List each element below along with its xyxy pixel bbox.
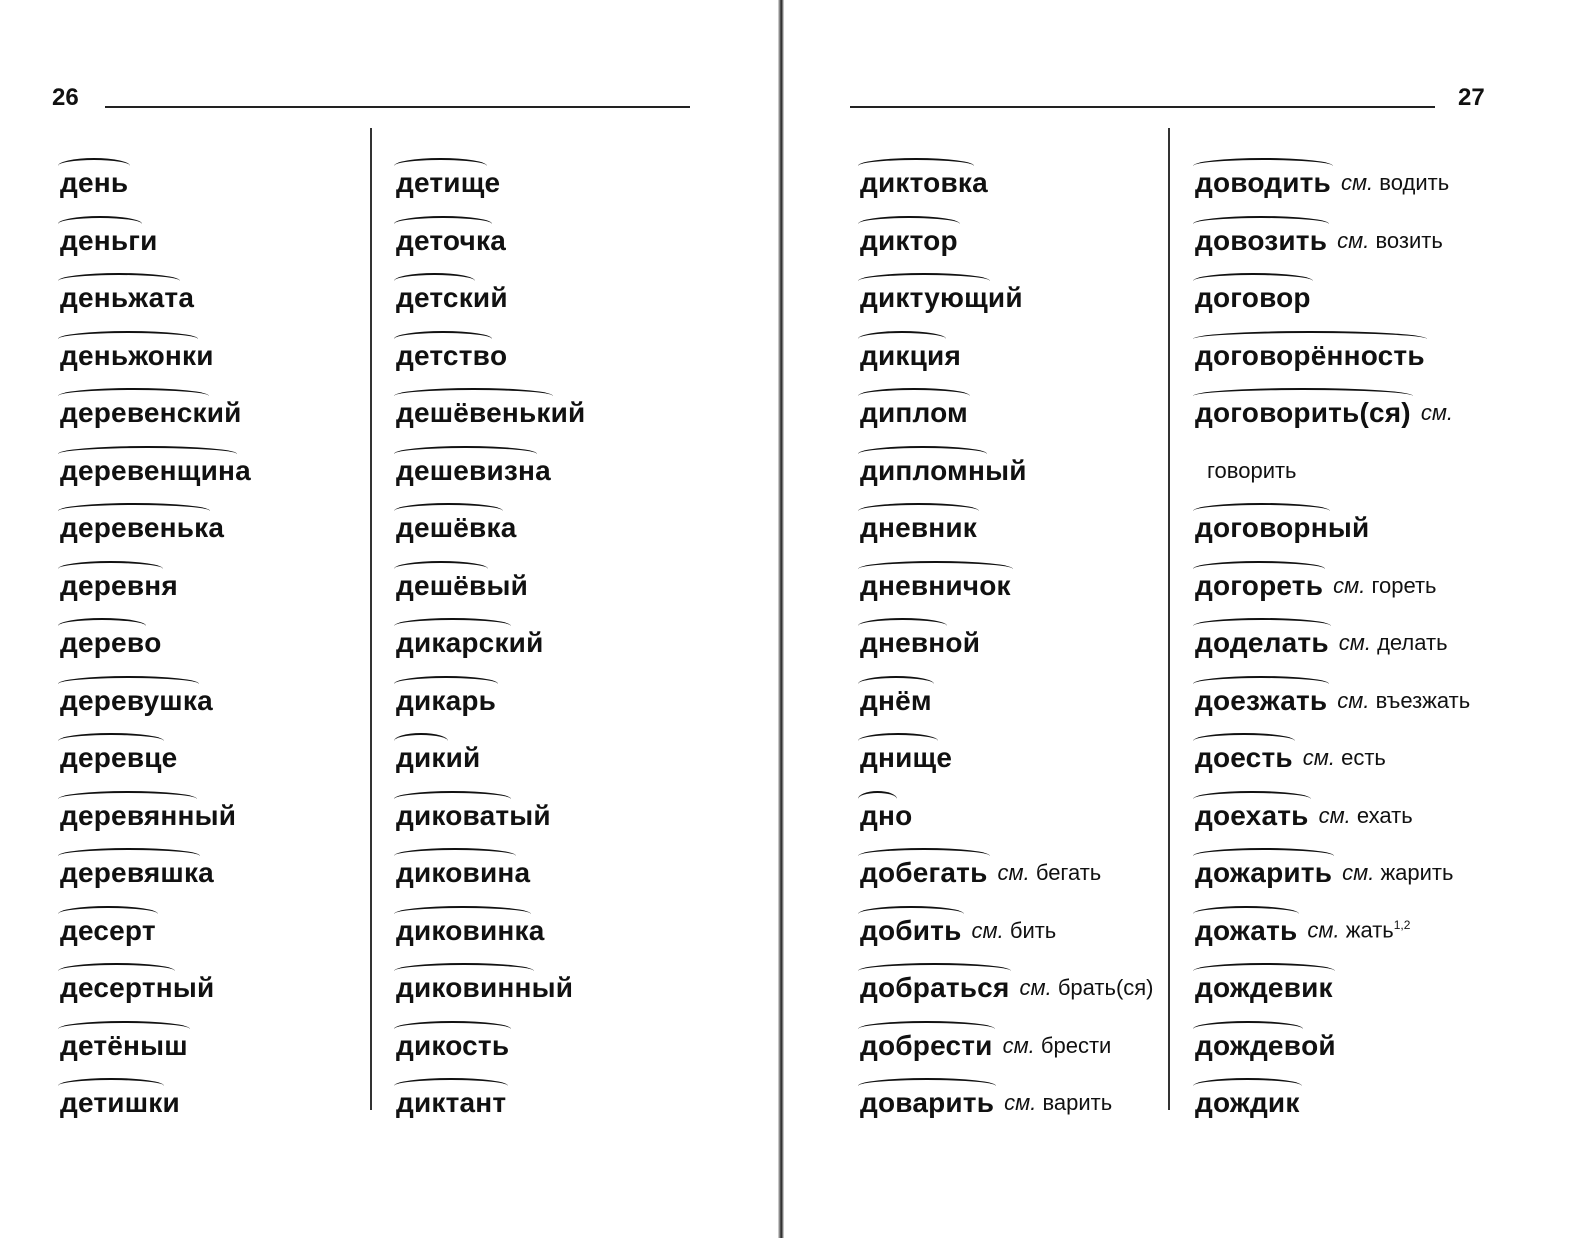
dictionary-entry (396, 610, 544, 660)
entry-stem: договорить(ся) (1195, 397, 1411, 428)
cross-reference-note (1207, 454, 1297, 488)
dictionary-entry (860, 668, 932, 718)
dictionary-entry (1195, 898, 1410, 948)
entry-ending-box: ый (509, 799, 551, 831)
dictionary-entry (60, 438, 251, 488)
left-page (0, 0, 780, 1238)
entry-stem: договорн (1195, 512, 1328, 543)
entry-ending-box: ый (486, 569, 528, 601)
reference-word: водить (1379, 170, 1450, 195)
dictionary-entry (396, 150, 500, 200)
entry-stem: день (60, 167, 129, 198)
entry-ending-box: ий (508, 627, 544, 658)
cross-reference-note (1004, 1086, 1112, 1120)
dictionary-entry (396, 265, 508, 315)
entry-word (396, 454, 535, 488)
entry-stem: деревушк (60, 684, 198, 716)
reference-word: жарить (1380, 860, 1454, 885)
entry-stem: дерев (60, 627, 145, 658)
entry-stem: дешёвк (396, 512, 501, 543)
entry-stem: деньжат (60, 282, 179, 313)
entry-stem: договор (1195, 282, 1311, 313)
dictionary-entry (396, 438, 551, 488)
entry-stem: дик (396, 742, 446, 773)
entry-word (60, 684, 197, 718)
reference-word: бить (1009, 917, 1057, 943)
entry-stem: дождевик (1195, 972, 1333, 1003)
cross-reference-note (1337, 684, 1470, 718)
dictionary-entry (60, 208, 158, 258)
see-abbreviation: см. (1420, 400, 1454, 425)
dictionary-entry (60, 610, 162, 660)
dictionary-entry (860, 840, 1101, 890)
entry-stem: дипломн (860, 454, 986, 486)
entry-stem: дешёвеньк (396, 397, 551, 428)
entry-stem: детищ (396, 167, 485, 198)
entry-word (60, 454, 235, 488)
entry-word (860, 281, 988, 315)
entry-word (396, 569, 486, 603)
dictionary-entry (396, 380, 585, 430)
entry-ending-box: ый (172, 972, 215, 1003)
entry-ending-box: ий (472, 282, 508, 313)
entry-stem: дождик (1195, 1087, 1300, 1118)
entry-stem: деревеньк (60, 512, 209, 543)
entry-ending-box: я (161, 569, 178, 601)
entry-ending-box: а (528, 914, 545, 946)
entry-word (860, 166, 972, 200)
entry-word (60, 856, 198, 890)
entry-stem: дождев (1195, 1029, 1302, 1061)
entry-ending-box: ий (550, 397, 586, 428)
entry-word (1195, 1029, 1301, 1063)
entry-stem: дневник (860, 512, 978, 543)
entry-ending-box: ый (985, 454, 1027, 486)
entry-ending-box: а (500, 512, 517, 543)
dictionary-entry (860, 898, 1056, 948)
reference-word: въезжать (1375, 687, 1471, 713)
entry-word (860, 914, 962, 948)
entry-word (396, 741, 446, 775)
entry-word (1195, 1086, 1300, 1120)
entry-word (60, 741, 162, 775)
dictionary-entry (1195, 380, 1453, 430)
entry-ending-box: а (972, 167, 988, 198)
cross-reference-note (998, 856, 1102, 890)
dictionary-entry (396, 495, 516, 545)
reference-word: делать (1377, 630, 1448, 655)
dictionary-entry (860, 1013, 1111, 1063)
entry-word (860, 741, 936, 775)
see-abbreviation: см. (1342, 860, 1375, 885)
entry-word (60, 914, 156, 948)
entry-stem: деньг (60, 224, 141, 256)
entry-word (1195, 511, 1328, 545)
entry-stem: доделать (1195, 627, 1329, 658)
entry-ending-box: а (178, 282, 195, 313)
cross-reference-note (1303, 741, 1386, 775)
entry-stem: договорённость (1195, 339, 1425, 371)
entry-word (860, 224, 958, 258)
book-spine (778, 0, 784, 1238)
reference-word: есть (1341, 745, 1386, 770)
entry-ending-box: ий (445, 742, 481, 773)
dictionary-entry (396, 323, 507, 373)
see-abbreviation: см. (1337, 227, 1370, 253)
dictionary-entry (60, 725, 177, 775)
dictionary-entry (1195, 265, 1311, 315)
entry-stem: детск (396, 282, 473, 313)
entry-ending-box: ий (987, 282, 1023, 313)
entry-word (1195, 281, 1311, 315)
dictionary-entry (860, 150, 988, 200)
entry-word (396, 1086, 506, 1120)
entry-stem: догореть (1195, 569, 1324, 601)
dictionary-entry (860, 265, 1023, 315)
entry-stem: деревенщин (60, 454, 236, 486)
entry-word (1195, 224, 1327, 258)
reference-word: брести (1040, 1032, 1112, 1058)
entry-word (1195, 684, 1327, 718)
entry-stem: дешевизн (396, 454, 536, 486)
reference-word: возить (1375, 227, 1443, 253)
reference-word: варить (1042, 1090, 1113, 1115)
entry-word (60, 511, 208, 545)
dictionary-entry (396, 725, 480, 775)
entry-ending-box: а (208, 512, 225, 543)
entry-ending-box: а (514, 857, 531, 888)
entry-word (860, 1029, 993, 1063)
dictionary-entry (860, 438, 1027, 488)
dictionary-entry (1195, 323, 1425, 373)
cross-reference-note (1003, 1029, 1112, 1063)
dictionary-entry (1195, 553, 1437, 603)
entry-word (860, 569, 1011, 603)
entry-word (396, 224, 490, 258)
see-abbreviation: см. (971, 917, 1004, 943)
dictionary-entry (396, 208, 506, 258)
dictionary-entry (60, 668, 213, 718)
entry-word (60, 569, 161, 603)
entry-stem: деревенск (60, 397, 207, 428)
entry-word (860, 339, 944, 373)
entry-word (860, 626, 945, 660)
dictionary-entry (1195, 955, 1333, 1005)
dictionary-entry (1195, 725, 1386, 775)
cross-reference-note (1421, 396, 1453, 430)
entry-word (396, 856, 514, 890)
entry-stem: довозить (1195, 224, 1328, 256)
entry-stem: деточк (396, 224, 491, 256)
dictionary-entry (60, 1013, 188, 1063)
dictionary-entry (860, 553, 1011, 603)
entry-stem: диковат (396, 799, 510, 831)
entry-stem: дешёв (396, 569, 487, 601)
entry-stem: добраться (860, 972, 1010, 1003)
see-abbreviation: см. (1333, 572, 1366, 598)
entry-word (860, 511, 977, 545)
entry-word (1195, 166, 1331, 200)
dictionary-entry (396, 783, 551, 833)
dictionary-entry (396, 955, 573, 1005)
entry-stem: диковинн (396, 972, 532, 1003)
entry-stem: детств (396, 339, 491, 371)
entry-ending-box: о (144, 627, 162, 658)
dictionary-entry (60, 783, 236, 833)
entry-ending-box: ый (1327, 512, 1370, 543)
entry-stem: дикарь (396, 684, 497, 716)
dictionary-entry (1195, 1070, 1300, 1120)
entry-ending-box: и (162, 1087, 180, 1118)
see-abbreviation: см. (1318, 802, 1351, 828)
entry-stem: деньжонк (60, 339, 197, 371)
entry-word (860, 454, 985, 488)
header-rule-right (850, 106, 1435, 108)
entry-stem: днём (860, 684, 932, 716)
entry-stem: диктовк (860, 167, 973, 198)
entry-word (396, 339, 490, 373)
dictionary-entry (860, 208, 958, 258)
entry-stem: добрести (860, 1029, 993, 1061)
entry-stem: десертн (60, 972, 173, 1003)
dictionary-entry (60, 495, 224, 545)
entry-word (1195, 339, 1425, 373)
entry-word (1195, 741, 1293, 775)
entry-ending-box: и (196, 339, 214, 371)
entry-word (396, 281, 473, 315)
reference-word: говорить (1207, 457, 1297, 483)
dictionary-entry (1195, 783, 1413, 833)
entry-word (860, 684, 932, 718)
entry-stem: диплом (860, 397, 968, 428)
entry-stem: дневничок (860, 569, 1011, 601)
see-abbreviation: см. (1002, 1032, 1035, 1058)
entry-stem: дикость (396, 1029, 510, 1061)
entry-stem: диковинк (396, 914, 529, 946)
see-abbreviation: см. (1302, 745, 1335, 770)
see-abbreviation: см. (1019, 975, 1052, 1000)
entry-stem: днищ (860, 742, 937, 773)
dictionary-entry (1195, 438, 1297, 488)
entry-stem: деревянн (60, 799, 195, 831)
dictionary-entry (60, 380, 242, 430)
entry-stem: дневн (860, 627, 946, 658)
reference-word: ехать (1356, 802, 1413, 828)
entry-stem: диктующ (860, 282, 988, 313)
dictionary-entry (396, 1013, 509, 1063)
entry-word (860, 396, 968, 430)
entry-stem: доесть (1195, 742, 1293, 773)
dictionary-entry (860, 1070, 1112, 1120)
reference-word: гореть (1371, 572, 1437, 598)
entry-word (1195, 971, 1333, 1005)
entry-stem: доварить (860, 1087, 995, 1118)
dictionary-entry (60, 898, 156, 948)
cross-reference-note (1339, 626, 1448, 660)
dictionary-entry (1195, 208, 1443, 258)
see-abbreviation: см. (997, 860, 1030, 885)
entry-word (60, 339, 196, 373)
dictionary-entry (60, 840, 214, 890)
entry-word (60, 799, 195, 833)
page-number-right: 27 (1458, 84, 1485, 111)
entry-stem: дикарск (396, 627, 509, 658)
entry-ending-box: ый (531, 972, 574, 1003)
entry-word (396, 914, 529, 948)
entry-word (396, 511, 501, 545)
entry-stem: доводить (1195, 167, 1331, 198)
entry-stem: доезжать (1195, 684, 1328, 716)
entry-stem: диктор (860, 224, 958, 256)
cross-reference-note (1019, 971, 1153, 1005)
dictionary-entry (60, 1070, 180, 1120)
dictionary-entry (60, 553, 178, 603)
dictionary-entry (860, 955, 1154, 1005)
entry-stem: деревн (60, 569, 162, 601)
entry-word (1195, 569, 1323, 603)
entry-word (1195, 799, 1309, 833)
entry-stem: диктант (396, 1087, 507, 1118)
entry-stem: диковин (396, 857, 515, 888)
dictionary-entry (860, 783, 912, 833)
entry-stem: детёныш (60, 1029, 188, 1061)
entry-ending-box: е (936, 742, 953, 773)
entry-ending-box: а (535, 454, 551, 486)
entry-word (396, 396, 551, 430)
entry-word (60, 281, 178, 315)
entry-ending-box: а (198, 857, 214, 888)
entry-ending-box: ий (206, 397, 242, 428)
entry-word (1195, 396, 1411, 430)
entry-word (60, 971, 173, 1005)
right-page (790, 0, 1591, 1238)
dictionary-entry (396, 898, 544, 948)
dictionary-entry (860, 725, 952, 775)
entry-ending-box: а (490, 224, 506, 256)
entry-word (60, 224, 140, 258)
entry-word (860, 971, 1009, 1005)
entry-word (60, 626, 144, 660)
dictionary-entry (60, 955, 214, 1005)
entry-word (396, 1029, 509, 1063)
cross-reference-note (1333, 569, 1436, 603)
entry-ending-box: ой (1301, 1029, 1336, 1061)
entry-ending-box: ой (945, 627, 981, 658)
dictionary-entry (860, 323, 961, 373)
cross-reference-note (972, 914, 1057, 948)
cross-reference-note (1341, 166, 1449, 200)
cross-reference-note (1337, 224, 1443, 258)
entry-word (396, 166, 485, 200)
entry-stem: десерт (60, 914, 156, 946)
reference-word: брать(ся) (1057, 975, 1154, 1000)
entry-word (860, 856, 988, 890)
entry-word (60, 1086, 162, 1120)
entry-word (1195, 626, 1329, 660)
entry-ending-box: я (944, 339, 961, 371)
page-number-left: 26 (52, 84, 79, 111)
dictionary-entry (1195, 495, 1369, 545)
dictionary-entry (396, 668, 496, 718)
dictionary-entry (1195, 150, 1449, 200)
entry-stem: деревц (60, 742, 162, 773)
see-abbreviation: см. (1004, 1090, 1037, 1115)
dictionary-entry (396, 840, 530, 890)
entry-stem: дожарить (1195, 857, 1333, 888)
header-rule-left (105, 106, 690, 108)
entry-stem: дикци (860, 339, 945, 371)
reference-word: бегать (1035, 860, 1102, 885)
see-abbreviation: см. (1307, 917, 1340, 943)
entry-ending-box: о (490, 339, 508, 371)
reference-superscript: 1,2 (1393, 918, 1411, 933)
column-divider-left (370, 128, 372, 1110)
entry-stem: дн (860, 799, 896, 831)
entry-word (60, 1029, 188, 1063)
entry-word (60, 166, 128, 200)
entry-word (396, 799, 509, 833)
dictionary-entry (1195, 668, 1470, 718)
cross-reference-note (1307, 908, 1410, 947)
see-abbreviation: см. (1338, 630, 1371, 655)
entry-word (1195, 914, 1297, 948)
entry-word (396, 684, 496, 718)
reference-word: жать (1345, 917, 1394, 943)
entry-ending-box: е (484, 167, 501, 198)
entry-stem: деревяшк (60, 857, 199, 888)
column-divider-right (1168, 128, 1170, 1110)
entry-word (860, 1086, 994, 1120)
dictionary-entry (396, 1070, 506, 1120)
entry-ending-box: о (895, 799, 913, 831)
dictionary-entry (860, 380, 968, 430)
entry-ending-box: а (197, 684, 213, 716)
entry-stem: добить (860, 914, 962, 946)
entry-ending-box: ый (194, 799, 237, 831)
entry-ending-box: а (235, 454, 251, 486)
entry-stem: дожать (1195, 914, 1298, 946)
entry-word (396, 626, 509, 660)
entry-stem: детишк (60, 1087, 163, 1118)
dictionary-entry (1195, 1013, 1336, 1063)
entry-word (860, 799, 895, 833)
entry-word (396, 971, 532, 1005)
entry-ending-box: е (161, 742, 178, 773)
dictionary-entry (860, 495, 977, 545)
dictionary-entry (860, 610, 980, 660)
see-abbreviation: см. (1340, 170, 1374, 195)
dictionary-entry (60, 323, 214, 373)
entry-stem: добегать (860, 857, 988, 888)
dictionary-entry (1195, 610, 1448, 660)
dictionary-entry (60, 150, 128, 200)
entry-word (60, 396, 207, 430)
cross-reference-note (1342, 856, 1453, 890)
dictionary-entry (1195, 840, 1453, 890)
dictionary-entry (396, 553, 528, 603)
entry-ending-box: и (140, 224, 158, 256)
entry-stem: доехать (1195, 799, 1309, 831)
dictionary-entry (60, 265, 194, 315)
entry-word (1195, 856, 1332, 890)
cross-reference-note (1319, 799, 1413, 833)
see-abbreviation: см. (1337, 687, 1370, 713)
